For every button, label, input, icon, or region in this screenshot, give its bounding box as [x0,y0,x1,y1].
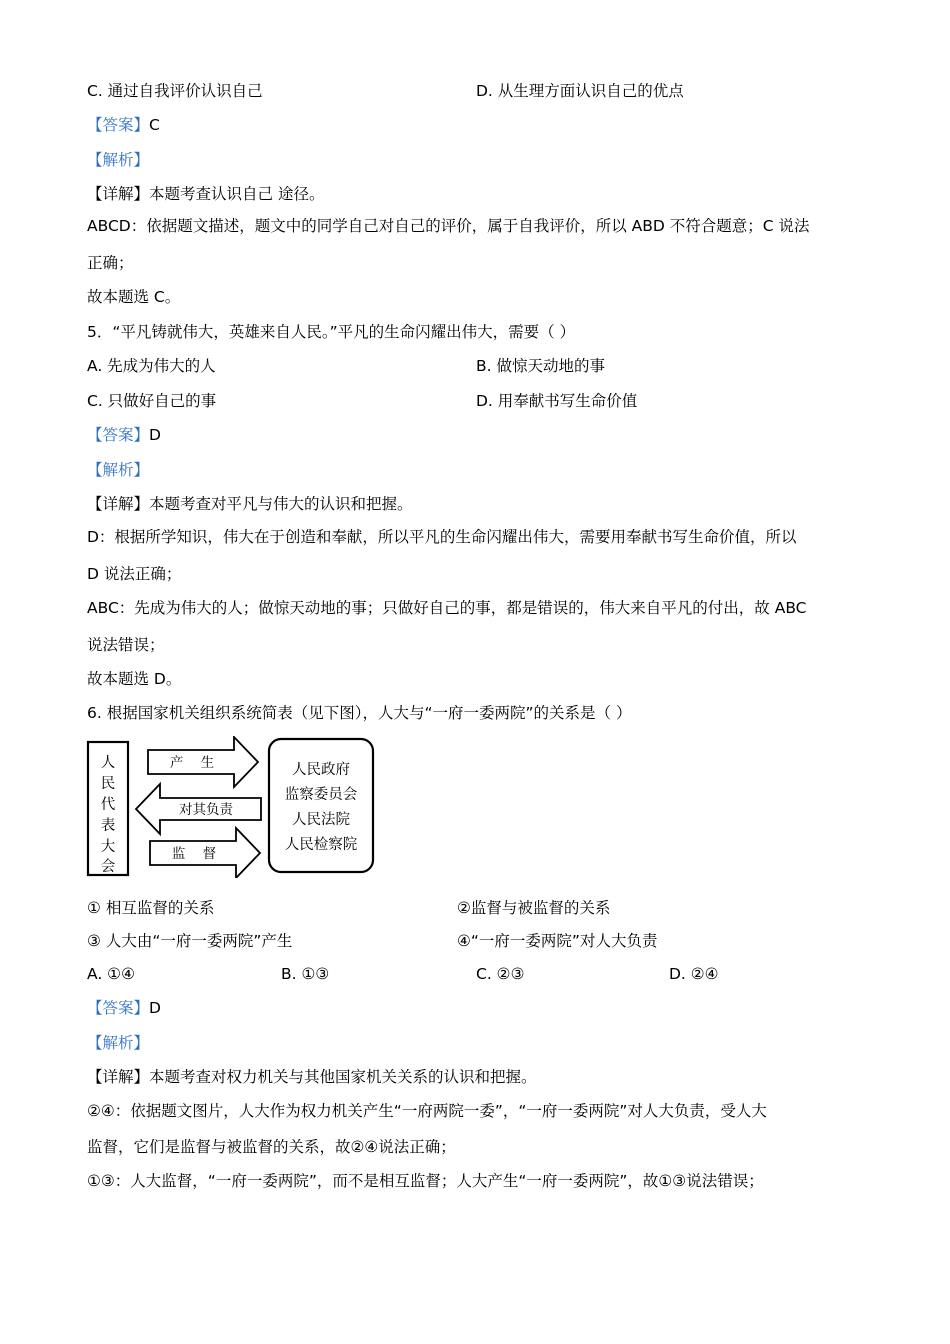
detail-text: 故本题选 C。 [87,288,181,306]
statement-3: ③ 人大由“一府一委两院”产生 [87,932,293,950]
option-d: D. 用奉献书写生命价值 [476,392,638,410]
analysis-tag: 【解析】 [87,151,150,169]
answer-value: D [149,999,161,1017]
option-c: C. ②③ [476,965,525,983]
detail-text: 故本题选 D。 [87,670,182,688]
responsible-label: 对其负责 [179,802,233,818]
option-b: B. ①③ [281,965,330,983]
question-stem: 5．“平凡铸就伟大，英雄来自人民。”平凡的生命闪耀出伟大，需要（ ） [87,323,576,341]
detail-tag: 【详解】 [87,1068,150,1086]
organization-diagram [86,736,376,878]
statement-1: ① 相互监督的关系 [87,899,215,917]
question-stem: 6. 根据国家机关组织系统简表（见下图），人大与“一府一委两院”的关系是（ ） [87,704,632,722]
organ-label: 人民政府 [292,762,350,778]
answer-tag: 【答案】 [87,426,150,444]
detail-text: 正确； [87,254,134,272]
answer-tag: 【答案】 [87,999,150,1017]
npc-char: 人 [100,755,116,771]
statement-2: ②监督与被监督的关系 [457,899,611,917]
produce-label: 产 生 [169,755,215,771]
detail-text: 本题考查认识自己 途径。 [149,185,325,203]
option-d: D. ②④ [669,965,719,983]
detail-text: D 说法正确； [87,565,182,583]
detail-text: ABCD：依据题文描述，题文中的同学自己对自己的评价，属于自我评价，所以 ABD 不符合题意；C 说法 [87,217,810,235]
npc-char: 会 [100,859,116,875]
npc-char: 代 [100,797,116,813]
option-b: B. 做惊天动地的事 [476,357,605,375]
detail-line [87,1066,537,1088]
statement-4: ④“一府一委两院”对人大负责 [457,932,658,950]
detail-tag: 【详解】 [87,495,150,513]
answer-value: C [149,116,160,134]
option-a: A. ①④ [87,965,135,983]
detail-line [87,493,413,515]
analysis-tag: 【解析】 [87,1034,150,1052]
answer-line [87,424,161,446]
detail-tag: 【详解】 [87,185,150,203]
npc-char: 表 [100,818,116,834]
detail-text: 说法错误； [87,636,165,654]
detail-text: 本题考查对平凡与伟大的认识和把握。 [149,495,413,513]
organ-label: 人民检察院 [284,837,358,853]
detail-text: 监督，它们是监督与被监督的关系，故②④说法正确； [87,1138,456,1156]
detail-text: D：根据所学知识，伟大在于创造和奉献，所以平凡的生命闪耀出伟大，需要用奉献书写生命价值，所以 [87,528,797,546]
option-c: C. 通过自我评价认识自己 [87,82,263,100]
detail-line [87,183,324,205]
detail-text: ②④：依据题文图片，人大作为权力机关产生“一府两院一委”，“一府一委两院”对人大负责，受人大 [87,1102,767,1120]
option-d: D. 从生理方面认识自己的优点 [476,82,684,100]
answer-line [87,114,160,136]
detail-text: 本题考查对权力机关与其他国家机关关系的认识和把握。 [149,1068,537,1086]
npc-char: 民 [100,776,116,792]
analysis-tag: 【解析】 [87,461,150,479]
answer-tag: 【答案】 [87,116,150,134]
detail-text: ①③：人大监督，“一府一委两院”，而不是相互监督；人大产生“一府一委两院”，故①③说法错误； [87,1172,764,1190]
npc-char: 大 [100,839,116,855]
organ-label: 监察委员会 [284,787,358,803]
answer-value: D [149,426,161,444]
answer-line [87,997,161,1019]
supervise-label: 监 督 [171,846,217,862]
option-a: A. 先成为伟大的人 [87,357,216,375]
organ-label: 人民法院 [292,812,350,828]
detail-text: ABC：先成为伟大的人；做惊天动地的事；只做好自己的事，都是错误的，伟大来自平凡的付出，故 ABC [87,599,807,617]
option-c: C. 只做好自己的事 [87,392,217,410]
